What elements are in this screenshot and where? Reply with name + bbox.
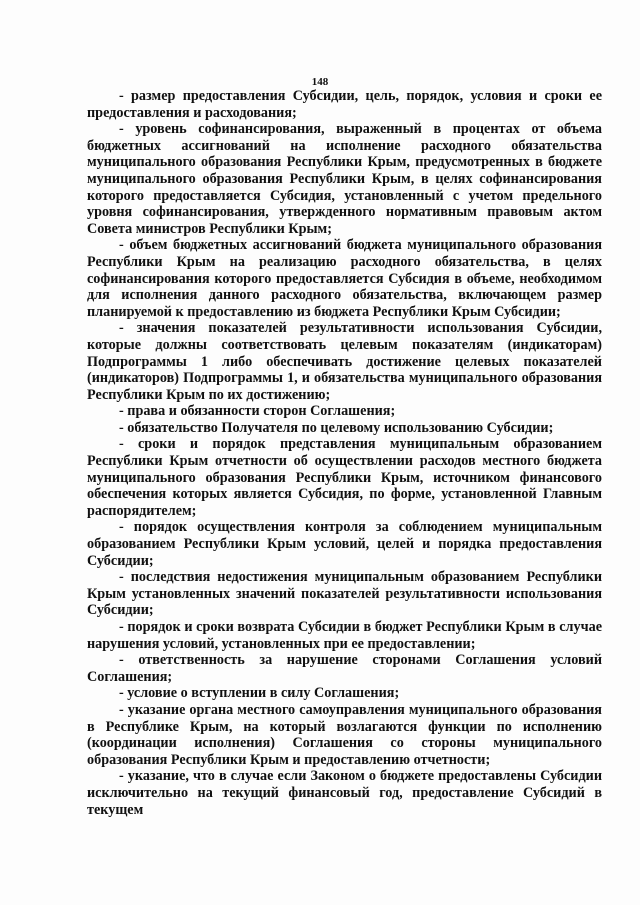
paragraph: - обязательство Получателя по целевому использованию Субсидии;	[119, 419, 554, 436]
paragraph: - указание, что в случае если Законом о бюджете предоставлены Субсидии исключительно на текущий финансовый год, предоставление Субсидий в текущем	[87, 768, 602, 818]
paragraph: - размер предоставления Субсидии, цель, порядок, условия и сроки ее предоставления и расходования;	[87, 88, 602, 121]
paragraph: - порядок осуществления контроля за соблюдением муниципальным образованием Республики Крым условий, целей и порядка предоставления Субсидии;	[87, 519, 602, 569]
paragraph: - сроки и порядок представления муниципальным образованием Республики Крым отчетности об осуществлении расходов местного бюджета муниципального образования Республики Крым, источником финансового обеспечения которых является Субсидия, по форме, установленной Главным распорядителем;	[87, 436, 602, 519]
page-number: 148	[311, 76, 329, 88]
paragraph: - порядок и сроки возврата Субсидии в бюджет Республики Крым в случае нарушения условий, установленных при ее предоставлении;	[87, 619, 602, 652]
paragraph: - условие о вступлении в силу Соглашения;	[119, 685, 400, 702]
document-body	[87, 88, 602, 818]
paragraph: - ответственность за нарушение сторонами Соглашения условий Соглашения;	[87, 652, 602, 685]
paragraph: - указание органа местного самоуправления муниципального образования в Республике Крым, на который возлагаются функции по исполнению (координации исполнения) Соглашения со стороны муниципального образования Республики Крым и предоставлению отчетности;	[87, 701, 602, 768]
paragraph: - объем бюджетных ассигнований бюджета муниципального образования Республики Крым на реализацию расходного обязательства, в целях софинансирования которого предоставляется Субсидия в объеме, необходимом для исполнения данного расходного обязательства, включающем размер планируемой к предоставлению из бюджета Республики Крым Субсидии;	[87, 237, 602, 320]
paragraph: - последствия недостижения муниципальным образованием Республики Крым установленных значений показателей результативности использования Субсидии;	[87, 569, 602, 619]
paragraph: - уровень софинансирования, выраженный в процентах от объема бюджетных ассигнований на исполнение расходного обязательства муниципального образования Республики Крым, предусмотренных в бюджете муниципального образования Республики Крым, в целях софинансирования которого предоставляется Субсидия, установленный с учетом предельного уровня софинансирования, утвержденного нормативным правовым актом Совета министров Республики Крым;	[87, 121, 602, 237]
paragraph: - значения показателей результативности использования Субсидии, которые должны соответствовать целевым показателям (индикаторам) Подпрограммы 1 либо обеспечивать достижение целевых показателей (индикаторов) Подпрограммы 1, и обязательства муниципального образования Республики Крым по их достижению;	[87, 320, 602, 403]
paragraph: - права и обязанности сторон Соглашения;	[119, 403, 396, 420]
